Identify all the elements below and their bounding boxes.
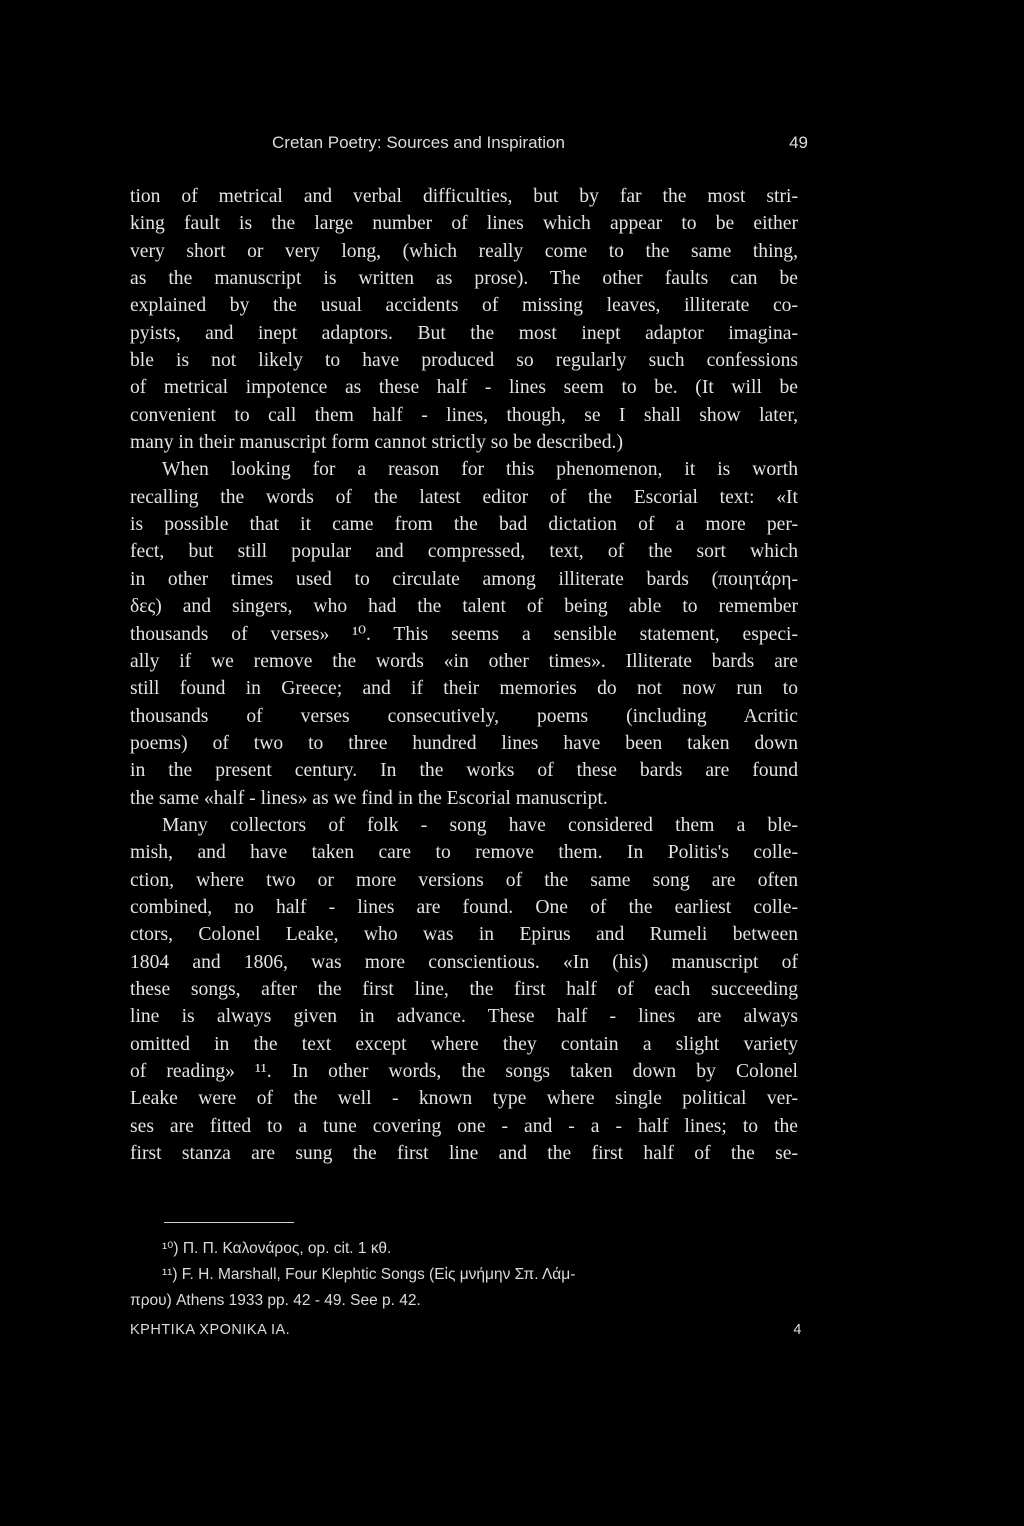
text-line: explained by the usual accidents of missing leaves, illiterate co- <box>130 295 798 317</box>
page-footer <box>130 1322 802 1338</box>
text-line: 1804 and 1806, was more conscientious. «In (his) manuscript of <box>130 951 798 973</box>
text-line: pyists, and inept adaptors. But the most inept adaptor imagina- <box>130 322 798 344</box>
footnote-10: ¹⁰) Π. Π. Καλονάρος, op. cit. 1 κθ. <box>162 1240 392 1257</box>
running-head <box>272 133 808 153</box>
page-number: 49 <box>789 133 808 152</box>
text-line: of reading» ¹¹. In other words, the songs taken down by Colonel <box>130 1061 798 1082</box>
text-line: omitted in the text except where they contain a slight variety <box>130 1033 798 1055</box>
text-line: δες) and singers, who had the talent of being able to remember <box>130 596 798 618</box>
footnotes <box>130 1236 798 1314</box>
footnote-11-continued: πρου) Athens 1933 pp. 42 - 49. See p. 42. <box>130 1292 421 1309</box>
text-line: first stanza are sung the first line and the first half of the se- <box>130 1143 798 1165</box>
text-line: ction, where two or more versions of the same song are often <box>130 869 798 891</box>
text-line: these songs, after the first line, the first half of each succeeding <box>130 978 798 1000</box>
text-line: ses are fitted to a tune covering one - and - a - half lines; to the <box>130 1115 798 1137</box>
text-line: in the present century. In the works of these bards are found <box>130 760 798 782</box>
text-line: is possible that it came from the bad dictation of a more per- <box>130 514 798 536</box>
text-line: thousands of verses» ¹⁰. This seems a sensible statement, especi- <box>130 623 798 645</box>
running-title: Cretan Poetry: Sources and Inspiration <box>272 133 565 152</box>
body-text <box>130 183 798 1167</box>
text-line: mish, and have taken care to remove them. In Politis's colle- <box>130 842 798 864</box>
footnote-divider <box>164 1222 294 1223</box>
text-line: the same «half - lines» as we find in the Escorial manuscript. <box>130 787 608 809</box>
text-line: in other times used to circulate among illiterate bards (ποιητάρη- <box>130 568 798 590</box>
text-line: very short or very long, (which really come to the same thing, <box>130 240 798 262</box>
text-line: line is always given in advance. These half - lines are always <box>130 1006 798 1028</box>
text-line: ally if we remove the words «in other times». Illiterate bards are <box>130 650 798 672</box>
text-line: king fault is the large number of lines which appear to be either <box>130 213 798 235</box>
journal-name: ΚΡΗΤΙΚΑ ΧΡΟΝΙΚΑ ΙΑ. <box>130 1322 291 1338</box>
text-line: of metrical impotence as these half - lines seem to be. (It will be <box>130 377 798 399</box>
signature-mark: 4 <box>793 1322 802 1338</box>
text-line: fect, but still popular and compressed, text, of the sort which <box>130 541 798 563</box>
text-line: thousands of verses consecutively, poems (including Acritic <box>130 705 798 727</box>
text-line: as the manuscript is written as prose). The other faults can be <box>130 268 798 290</box>
text-line: Leake were of the well - known type where single political ver- <box>130 1088 798 1110</box>
footnote-11: ¹¹) F. H. Marshall, Four Klephtic Songs (Εἰς μνήμην Σπ. Λάμ- <box>162 1266 576 1283</box>
text-line: many in their manuscript form cannot strictly so be described.) <box>130 432 623 454</box>
text-line: ble is not likely to have produced so regularly such confessions <box>130 350 798 372</box>
text-line: Many collectors of folk - song have considered them a ble- <box>162 814 798 836</box>
text-line: ctors, Colonel Leake, who was in Epirus and Rumeli between <box>130 924 798 946</box>
text-line: combined, no half - lines are found. One of the earliest colle- <box>130 896 798 918</box>
text-line: still found in Greece; and if their memories do not now run to <box>130 678 798 700</box>
text-line: recalling the words of the latest editor of the Escorial text: «It <box>130 486 798 508</box>
text-line: poems) of two to three hundred lines have been taken down <box>130 732 798 754</box>
text-line: convenient to call them half - lines, though, se I shall show later, <box>130 404 798 426</box>
text-line: tion of metrical and verbal difficulties, but by far the most stri- <box>130 186 798 207</box>
text-line: When looking for a reason for this phenomenon, it is worth <box>162 459 798 481</box>
